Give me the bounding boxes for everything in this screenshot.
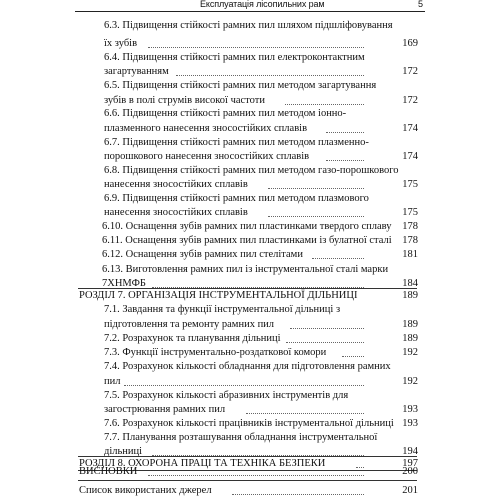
- dot-leader: [148, 34, 364, 48]
- toc-entry-text: порошкового нанесення зносостійких сплавів: [104, 151, 310, 162]
- dot-leader: [246, 400, 364, 414]
- toc-entry-text: 7.7. Планування розташування обладнання інструментальної: [104, 432, 378, 443]
- toc-entry-text: зубів в полі струмів високої частоти: [104, 95, 265, 106]
- running-header: [75, 0, 425, 12]
- toc-page-number: 178: [402, 235, 418, 246]
- toc-page-number: 174: [402, 123, 418, 134]
- toc-entry[interactable]: [0, 346, 500, 359]
- toc-section-heading[interactable]: [0, 484, 500, 497]
- toc-page-number: 178: [402, 221, 418, 232]
- toc-entry[interactable]: [0, 206, 500, 219]
- toc-entry-text: 6.5. Підвищення стійкості рамних пил методом загартування: [104, 80, 377, 91]
- dot-leader: [286, 329, 364, 343]
- toc-entry-text: 7.6. Розрахунок кількості працівників інструментальної дільниці: [104, 418, 394, 429]
- toc-page-number: 184: [402, 278, 418, 289]
- toc-entry-text: 7.3. Функції інструментально-роздаткової комори: [104, 347, 327, 358]
- toc-page-number: 192: [402, 347, 418, 358]
- toc-entry-text: загартуванням: [104, 66, 169, 77]
- toc-entry[interactable]: [0, 234, 500, 247]
- toc-entry[interactable]: [0, 37, 500, 50]
- toc-entry-text: 6.7. Підвищення стійкості рамних пил методом плазменно-: [104, 137, 369, 148]
- toc-page-number: 175: [402, 179, 418, 190]
- dot-leader: [268, 175, 364, 189]
- toc-page-number: 181: [402, 249, 418, 260]
- toc-entry-text: загострювання рамних пил: [104, 404, 226, 415]
- dot-leader: [342, 343, 364, 357]
- toc-page-number: 197: [402, 458, 418, 469]
- toc-entry-text: 6.11. Оснащення зубів рамних пил пластинками із булатної сталі: [102, 235, 392, 246]
- toc-entry-text: 6.13. Виготовлення рамних пил із інструментальної сталі марки: [102, 264, 389, 275]
- toc-entry[interactable]: [0, 164, 500, 177]
- toc-entry-text: пил: [104, 376, 121, 387]
- dot-leader: [232, 481, 364, 495]
- toc-page-number: 172: [402, 66, 418, 77]
- toc-entry[interactable]: [0, 122, 500, 135]
- toc-entry-text: Список використаних джерел: [79, 485, 212, 496]
- toc-page-number: 174: [402, 151, 418, 162]
- toc-page-number: 172: [402, 95, 418, 106]
- toc-section-heading[interactable]: [0, 465, 500, 478]
- dot-leader: [326, 119, 364, 133]
- toc-entry-text: дільниці: [104, 446, 143, 457]
- dot-leader: [152, 274, 364, 288]
- toc-entry[interactable]: [0, 150, 500, 163]
- toc-page-number: 193: [402, 418, 418, 429]
- toc-page-number: 200: [402, 466, 418, 477]
- toc-entry[interactable]: [0, 19, 500, 32]
- dot-leader: [176, 62, 364, 76]
- toc-entry[interactable]: [0, 318, 500, 331]
- toc-page-number: 193: [402, 404, 418, 415]
- toc-entry[interactable]: [0, 417, 500, 430]
- toc-page-number: 189: [402, 333, 418, 344]
- toc-page-number: 189: [402, 319, 418, 330]
- toc-entry[interactable]: [0, 248, 500, 261]
- toc-section-heading[interactable]: [0, 289, 500, 302]
- toc-entry[interactable]: [0, 79, 500, 92]
- dot-leader: [326, 147, 364, 161]
- toc-page-number: 201: [402, 485, 418, 496]
- page-number: 5: [417, 0, 423, 9]
- toc-entry[interactable]: [0, 220, 500, 233]
- toc-entry-text: 7.2. Розрахунок та планування дільниці: [104, 333, 281, 344]
- toc-entry[interactable]: [0, 375, 500, 388]
- toc-entry-text: 6.4. Підвищення стійкості рамних пил електроконтактним: [104, 52, 365, 63]
- toc-entry[interactable]: [0, 94, 500, 107]
- toc-entry-text: РОЗДІЛ 8. ОХОРОНА ПРАЦІ ТА ТЕХНІКА БЕЗПЕКИ: [79, 458, 326, 469]
- toc-entry-text: нанесення зносостійких сплавів: [104, 179, 248, 190]
- toc-entry-text: їх зубів: [104, 38, 138, 49]
- dot-leader: [290, 315, 364, 329]
- toc-entry-text: ВИСНОВКИ: [79, 466, 138, 477]
- toc-entry-text: плазменного нанесення зносостійких сплавів: [104, 123, 308, 134]
- toc-entry[interactable]: [0, 136, 500, 149]
- dot-leader: [124, 372, 364, 386]
- toc-entry-text: 7.1. Завдання та функції інструментальної дільниці з: [104, 304, 341, 315]
- toc-page-number: 169: [402, 38, 418, 49]
- toc-entry-text: нанесення зносостійких сплавів: [104, 207, 248, 218]
- toc-entry-text: 7.5. Розрахунок кількості абразивних інструментів для: [104, 390, 349, 401]
- toc-entry-text: РОЗДІЛ 7. ОРГАНІЗАЦІЯ ІНСТРУМЕНТАЛЬНОЇ ДІЛЬНИЦІ: [79, 290, 358, 301]
- toc-entry-text: 7ХНМФБ: [102, 278, 146, 289]
- toc-page-number: 175: [402, 207, 418, 218]
- toc-entry-text: 6.9. Підвищення стійкості рамних пил методом плазмового: [104, 193, 369, 204]
- dot-leader: [268, 203, 364, 217]
- toc-entry-text: 6.12. Оснащення зубів рамних пил стелітами: [102, 249, 303, 260]
- toc-entry-text: 6.3. Підвищення стійкості рамних пил шляхом підшліфовування: [104, 20, 393, 31]
- toc-entry[interactable]: [0, 303, 500, 316]
- toc-page-number: 192: [402, 376, 418, 387]
- toc-page-number: 194: [402, 446, 418, 457]
- toc-entry[interactable]: [0, 403, 500, 416]
- toc-entry[interactable]: [0, 65, 500, 78]
- toc-entry-text: 6.10. Оснащення зубів рамних пил пластинками твердого сплаву: [102, 221, 392, 232]
- toc-entry[interactable]: [0, 332, 500, 345]
- dot-leader: [285, 91, 364, 105]
- toc-entry-text: підготовлення та ремонту рамних пил: [104, 319, 275, 330]
- toc-entry-text: 6.6. Підвищення стійкості рамних пил методом іонно-: [104, 108, 347, 119]
- dot-leader: [152, 442, 364, 456]
- running-header-title: Експлуатація лісопильних рам: [200, 0, 325, 9]
- dot-leader: [312, 245, 364, 259]
- toc-entry-text: 6.8. Підвищення стійкості рамних пил методом газо-порошкового: [104, 165, 399, 176]
- toc-entry-text: 7.4. Розрахунок кількості обладнання для підготовлення рамних: [104, 361, 391, 372]
- toc-entry[interactable]: [0, 107, 500, 120]
- toc-entry[interactable]: [0, 178, 500, 191]
- dot-leader: [148, 462, 364, 476]
- toc-entry[interactable]: [0, 192, 500, 205]
- toc-page-number: 189: [402, 290, 418, 301]
